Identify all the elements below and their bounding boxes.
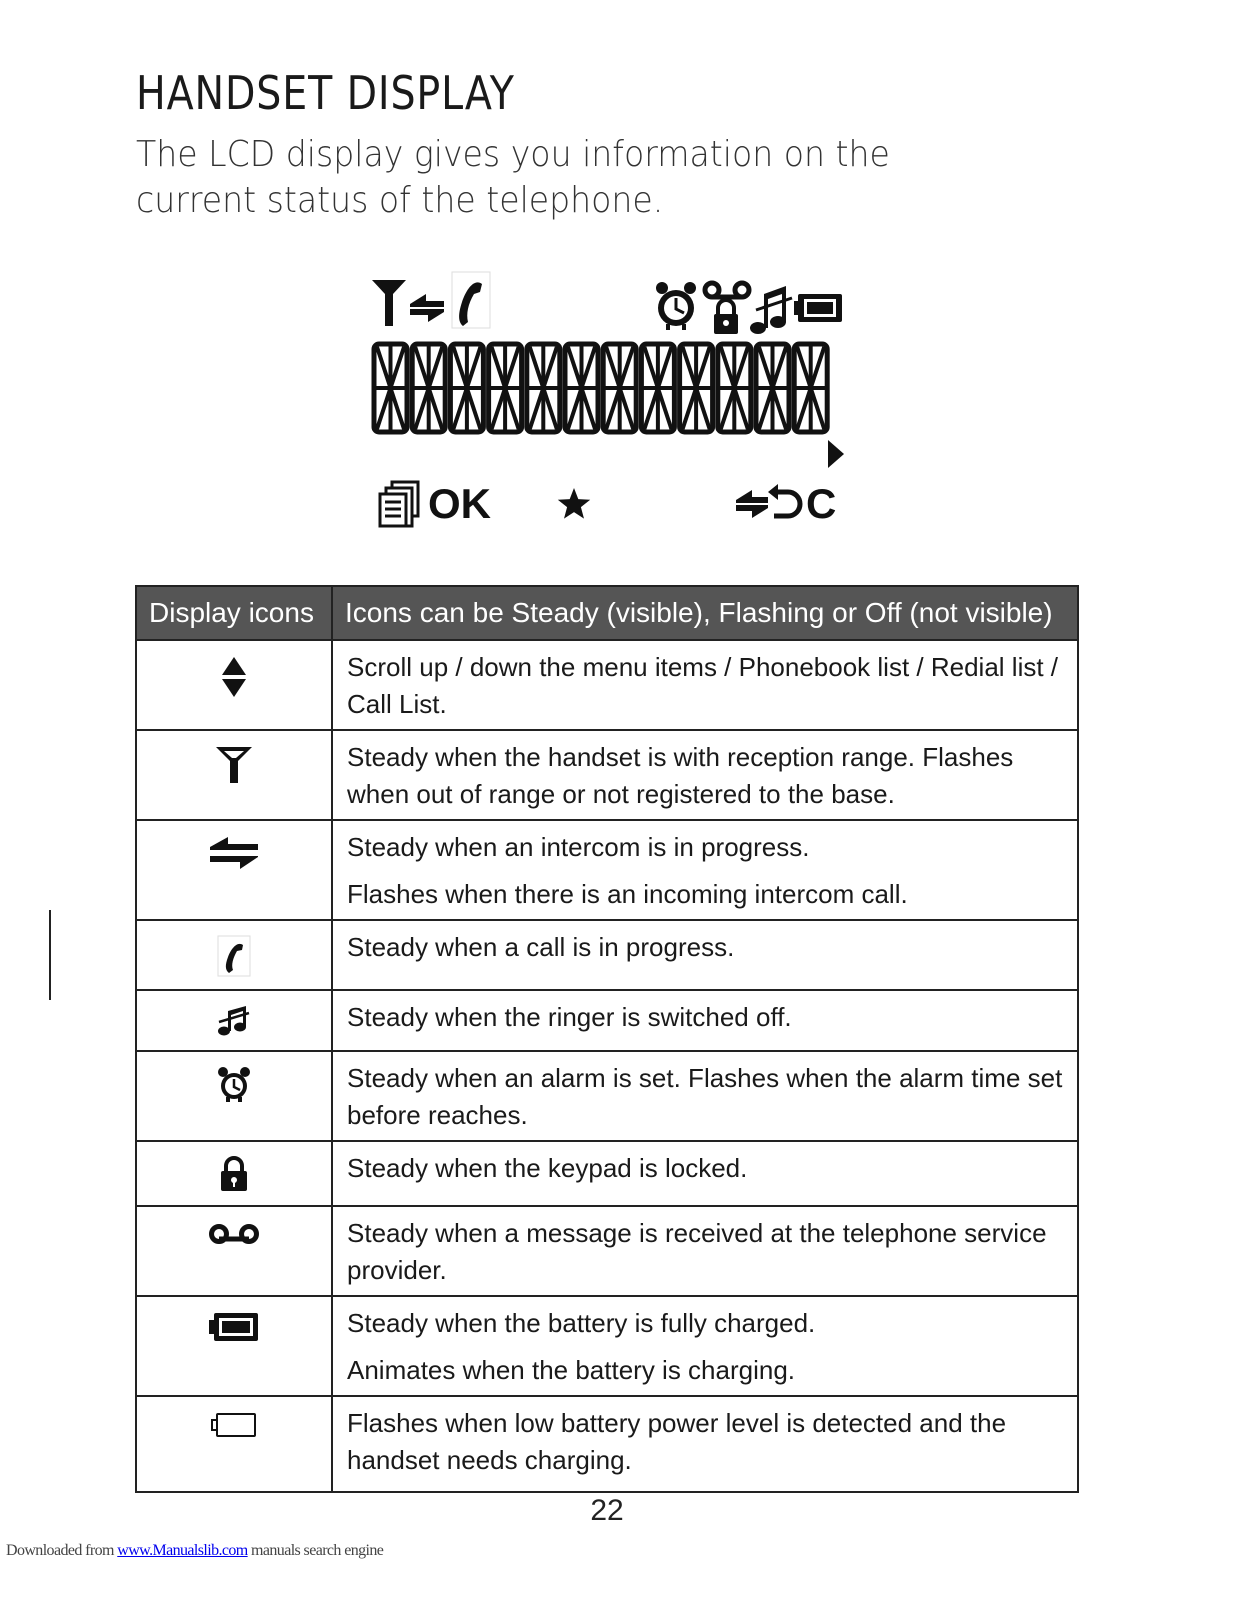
battery-full-icon <box>208 1311 260 1343</box>
segment-digit <box>641 344 674 432</box>
table-row <box>136 730 1078 820</box>
segment-digit <box>489 344 522 432</box>
table-row <box>136 1206 1078 1296</box>
footer-suffix: manuals search engine <box>247 1542 384 1559</box>
segment-digit <box>527 344 560 432</box>
redial-icon <box>736 484 800 518</box>
footer-prefix: Downloaded from <box>6 1542 118 1559</box>
battery-low-icon <box>211 1411 257 1439</box>
ringer-off-icon <box>217 1005 251 1037</box>
segment-digit <box>374 344 407 432</box>
message-icon <box>705 283 749 297</box>
antenna-icon <box>214 745 254 785</box>
phonebook-icon <box>380 482 418 526</box>
table-row <box>136 1141 1078 1206</box>
arrow-right-icon <box>828 440 844 468</box>
row-desc: Steady when an alarm is set. Flashes when the alarm time set before reaches. <box>347 1063 1063 1130</box>
message-icon <box>208 1221 260 1247</box>
battery-full-icon <box>794 294 842 322</box>
page-number: 22 <box>590 1494 624 1527</box>
handset-icon <box>217 935 251 977</box>
intercom-icon <box>208 835 260 871</box>
table-row <box>136 920 1078 990</box>
header-icon-states: Icons can be Steady (visible), Flashing or Off (not visible) <box>332 586 1078 640</box>
segment-digits <box>374 344 827 432</box>
manualslib-link[interactable]: www.Manualslib.com <box>117 1542 248 1559</box>
handset-icon <box>452 272 490 328</box>
table-row <box>136 990 1078 1051</box>
row-desc: Steady when a call is in progress. <box>347 932 735 962</box>
row-desc: Steady when the ringer is switched off. <box>347 1002 792 1032</box>
ringer-off-icon <box>750 286 792 334</box>
table-row <box>136 1051 1078 1141</box>
row-desc: Steady when the battery is fully charged. <box>347 1308 816 1338</box>
row-desc: Steady when a message is received at the telephone service provider. <box>347 1218 1047 1285</box>
ok-label: OK <box>428 480 491 527</box>
segment-digit <box>680 344 713 432</box>
page-title: HANDSET DISPLAY <box>136 66 515 120</box>
segment-digit <box>565 344 598 432</box>
row-desc: Scroll up / down the menu items / Phonebook list / Redial list / Call List. <box>347 652 1059 719</box>
row-desc: Steady when an intercom is in progress. <box>347 832 810 862</box>
side-change-bar <box>49 910 51 1000</box>
alarm-icon <box>656 282 696 330</box>
download-footer <box>6 1542 383 1560</box>
table-row <box>136 820 1078 920</box>
scroll-up-down-icon <box>219 655 249 699</box>
star-icon <box>558 488 590 519</box>
header-display-icons: Display icons <box>136 586 332 640</box>
antenna-icon <box>372 280 406 326</box>
table-row <box>136 1396 1078 1492</box>
lock-icon <box>218 1156 250 1192</box>
display-icons-table <box>135 585 1079 1493</box>
segment-digit <box>603 344 636 432</box>
row-desc: Flashes when low battery power level is detected and the handset needs charging. <box>347 1408 1007 1475</box>
segment-digit <box>718 344 751 432</box>
segment-digit <box>794 344 827 432</box>
row-desc: Flashes when there is an incoming intercom call. <box>347 879 908 909</box>
table-row <box>136 640 1078 730</box>
row-desc: Steady when the keypad is locked. <box>347 1153 748 1183</box>
lcd-display-illustration <box>370 268 860 538</box>
row-desc: Steady when the handset is with reception range. Flashes when out of range or not registered to the base. <box>347 742 1014 809</box>
segment-digit <box>756 344 789 432</box>
lock-icon <box>714 300 738 334</box>
intercom-icon <box>410 294 444 322</box>
c-label: C <box>806 480 837 527</box>
row-desc: Animates when the battery is charging. <box>347 1355 796 1385</box>
segment-digit <box>412 344 445 432</box>
page-subtitle: The LCD display gives you information on the current status of the telephone. <box>136 134 890 221</box>
segment-digit <box>450 344 483 432</box>
table-header-row <box>136 586 1078 640</box>
table-row <box>136 1296 1078 1396</box>
alarm-icon <box>217 1066 251 1102</box>
